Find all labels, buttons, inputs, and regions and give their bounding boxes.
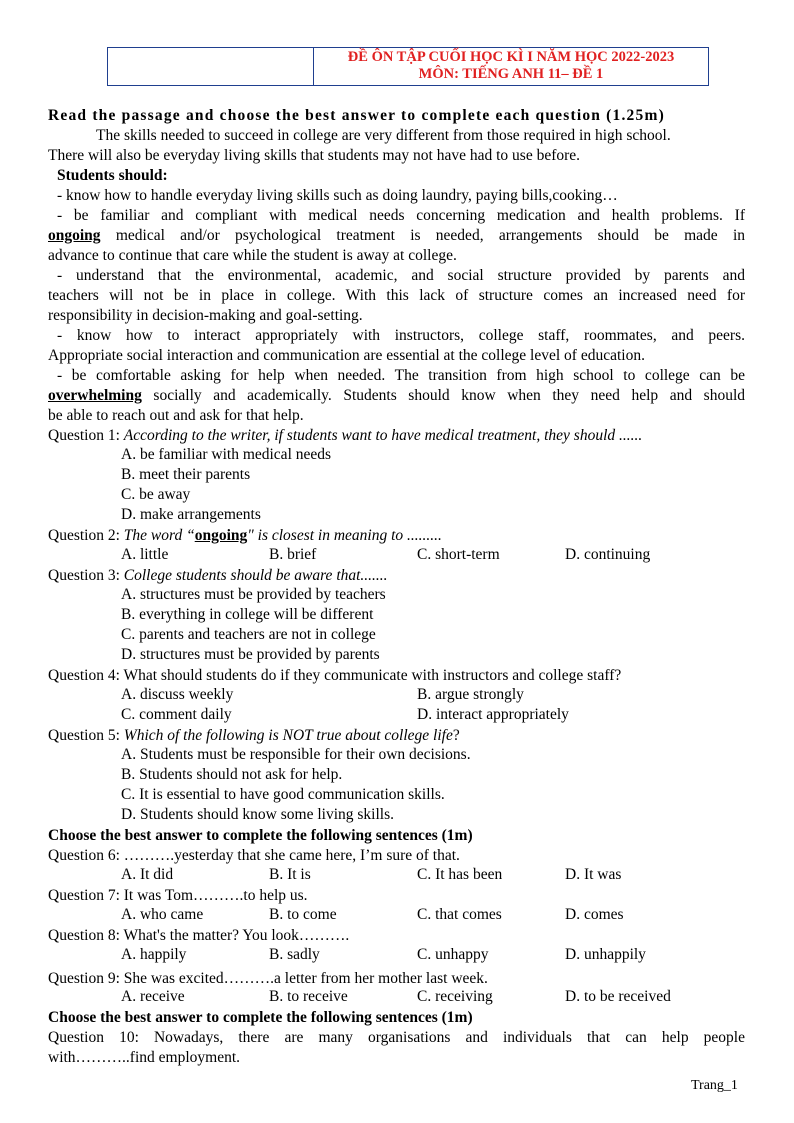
bullet-interact-line1: - know how to interact appropriately with instructors, college staff, roommates, and peers.	[57, 327, 745, 344]
q4-option-b[interactable]: B. argue strongly	[417, 686, 524, 703]
header-title-cell	[314, 48, 708, 85]
question-5: Question 5: Which of the following is NOT true about college life?	[48, 727, 460, 744]
question-3: Question 3: College students should be aware that.......	[48, 567, 388, 584]
section-sentences-title-2: Choose the best answer to complete the following sentences (1m)	[48, 1009, 473, 1026]
q9-option-c[interactable]: C. receiving	[417, 988, 493, 1005]
header-empty-cell	[108, 48, 314, 85]
question-6: Question 6: ……….yesterday that she came here, I’m sure of that.	[48, 847, 460, 864]
question-10-line2: with………..find employment.	[48, 1049, 241, 1066]
q8-option-b[interactable]: B. sadly	[269, 946, 320, 963]
question-10-line1: Question 10: Nowadays, there are many organisations and individuals that can help people	[48, 1029, 745, 1046]
bullet-living-skills: - know how to handle everyday living skills such as doing laundry, paying bills,cooking…	[57, 187, 618, 204]
q6-option-a[interactable]: A. It did	[121, 866, 174, 883]
q1-option-b[interactable]: B. meet their parents	[121, 466, 251, 483]
underlined-word-overwhelming: overwhelming	[48, 387, 142, 404]
question-7: Question 7: It was Tom……….to help us.	[48, 887, 308, 904]
q8-option-a[interactable]: A. happily	[121, 946, 187, 963]
q6-option-d[interactable]: D. It was	[565, 866, 622, 883]
bullet-structure-line1: - understand that the environmental, academic, and social structure provided by parents and	[57, 267, 745, 284]
section-reading-title: Read the passage and choose the best answer to complete each question (1.25m)	[48, 107, 665, 124]
question-9: Question 9: She was excited……….a letter from her mother last week.	[48, 970, 488, 987]
bullet-structure-line3: responsibility in decision-making and goal-setting.	[48, 307, 363, 324]
q6-option-c[interactable]: C. It has been	[417, 866, 503, 883]
bullet-structure-line2: teachers will not be in place in college. With this lack of structure comes an increased need for	[48, 287, 745, 304]
underlined-word-ongoing: ongoing	[48, 227, 101, 244]
exam-subject: MÔN: TIẾNG ANH 11– ĐỀ 1	[418, 66, 604, 82]
students-should-heading: Students should:	[57, 167, 168, 184]
passage-intro-line2: There will also be everyday living skills that students may not have had to use before.	[48, 147, 581, 164]
underlined-word-ongoing-q2: ongoing	[194, 527, 248, 544]
q3-option-d[interactable]: D. structures must be provided by parents	[121, 646, 380, 663]
q3-option-b[interactable]: B. everything in college will be different	[121, 606, 374, 623]
q9-option-b[interactable]: B. to receive	[269, 988, 348, 1005]
q8-option-c[interactable]: C. unhappy	[417, 946, 489, 963]
q5-option-c[interactable]: C. It is essential to have good communication skills.	[121, 786, 445, 803]
question-1: Question 1: According to the writer, if students want to have medical treatment, they should ......	[48, 427, 643, 444]
q6-option-b[interactable]: B. It is	[269, 866, 311, 883]
question-4: Question 4: What should students do if they communicate with instructors and college staff?	[48, 667, 622, 684]
q9-option-a[interactable]: A. receive	[121, 988, 185, 1005]
q2-option-b[interactable]: B. brief	[269, 546, 317, 563]
q4-option-c[interactable]: C. comment daily	[121, 706, 232, 723]
q9-option-d[interactable]: D. to be received	[565, 988, 671, 1005]
q7-option-b[interactable]: B. to come	[269, 906, 337, 923]
bullet-interact-line2: Appropriate social interaction and communication are essential at the college level of education.	[48, 347, 645, 364]
exam-title: ĐỀ ÔN TẬP CUỐI HỌC KÌ I NĂM HỌC 2022-2023	[347, 49, 675, 65]
q4-option-a[interactable]: A. discuss weekly	[121, 686, 234, 703]
q7-option-c[interactable]: C. that comes	[417, 906, 502, 923]
q2-option-a[interactable]: A. little	[121, 546, 169, 563]
exam-header-box	[107, 47, 709, 86]
bullet-medical-line1: - be familiar and compliant with medical needs concerning medication and health problems. If	[57, 207, 745, 224]
q5-option-b[interactable]: B. Students should not ask for help.	[121, 766, 343, 783]
q7-option-a[interactable]: A. who came	[121, 906, 204, 923]
section-sentences-title: Choose the best answer to complete the following sentences (1m)	[48, 827, 473, 844]
bullet-help-line2: overwhelming socially and academically. Students should know when they need help and should	[48, 387, 745, 404]
q7-option-d[interactable]: D. comes	[565, 906, 624, 923]
bullet-medical-line3: advance to continue that care while the student is away at college.	[48, 247, 457, 264]
bullet-help-line3: be able to reach out and ask for that help.	[48, 407, 304, 424]
q8-option-d[interactable]: D. unhappily	[565, 946, 646, 963]
q2-option-c[interactable]: C. short-term	[417, 546, 500, 563]
q5-option-d[interactable]: D. Students should know some living skills.	[121, 806, 394, 823]
q1-option-d[interactable]: D. make arrangements	[121, 506, 261, 523]
q2-option-d[interactable]: D. continuing	[565, 546, 651, 563]
q1-option-c[interactable]: C. be away	[121, 486, 191, 503]
question-2: Question 2: The word “ongoing" is closest in meaning to .........	[48, 527, 442, 544]
page-number: Trang_1	[691, 1078, 738, 1093]
q4-option-d[interactable]: D. interact appropriately	[417, 706, 569, 723]
q5-option-a[interactable]: A. Students must be responsible for their own decisions.	[121, 746, 471, 763]
q3-option-c[interactable]: C. parents and teachers are not in college	[121, 626, 376, 643]
question-8: Question 8: What's the matter? You look……….	[48, 927, 350, 944]
bullet-medical-line2: ongoing medical and/or psychological treatment is needed, arrangements should be made in	[48, 227, 745, 244]
bullet-help-line1: - be comfortable asking for help when needed. The transition from high school to college can be	[57, 367, 745, 384]
q3-option-a[interactable]: A. structures must be provided by teachers	[121, 586, 386, 603]
passage-intro-line1: The skills needed to succeed in college are very different from those required in high school.	[96, 127, 671, 144]
q1-option-a[interactable]: A. be familiar with medical needs	[121, 446, 332, 463]
